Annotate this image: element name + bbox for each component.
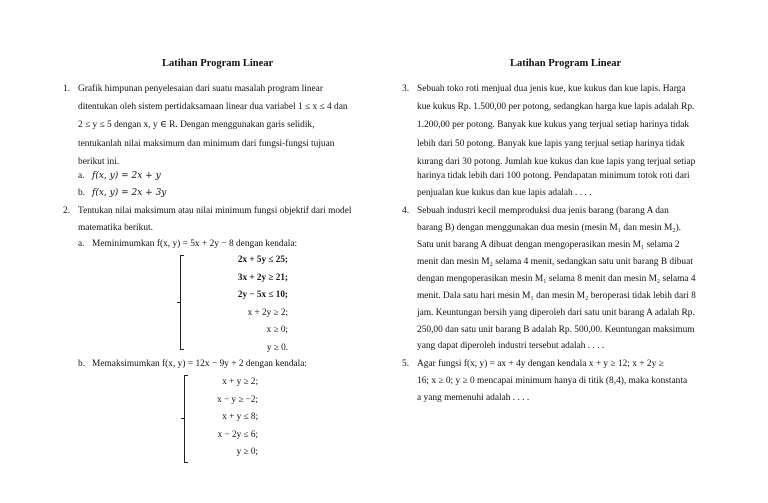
- q4-line-2: barang B) dengan menggunakan dua mesin (mesin M₁ dan mesin M₂).: [417, 223, 682, 233]
- q1-number: 1.: [63, 84, 71, 94]
- q5-number: 5.: [402, 359, 410, 369]
- q4-line-5: dengan mengoperasikan mesin M₁ selama 8 menit dan mesin M₂ selama 4: [417, 274, 696, 284]
- q4-line-9: yang dapat diperoleh industri tersebut adalah . . . .: [417, 341, 605, 351]
- q4-line-1: Sebuah industri kecil memproduksi dua jenis barang (barang A dan: [417, 206, 669, 216]
- q3-line-7: penjualan kue kukus dan kue lapis adalah . . . .: [417, 188, 592, 198]
- q2-b-constraint-5: y ≥ 0;: [236, 446, 258, 456]
- q4-line-3: Satu unit barang A dibuat dengan mengoperasikan mesin M₁ selama 2: [417, 240, 680, 250]
- q2-a-constraint-3: 2y − 5x ≤ 10;: [237, 289, 288, 299]
- q2-b-constraints: [194, 375, 258, 463]
- q3-number: 3.: [402, 84, 410, 94]
- q3-line-1: Sebuah toko roti menjual dua jenis kue, kue kukus dan kue lapis. Harga: [417, 84, 686, 94]
- right-title: Latihan Program Linear: [510, 58, 622, 69]
- q2-b-constraint-4: x − 2y ≤ 6;: [217, 428, 258, 439]
- q5-line-2: 16; x ≥ 0; y ≥ 0 mencapai minimum hanya di titik (8,4), maka konstanta: [417, 376, 688, 386]
- q1-line-3: 2 ≤ y ≤ 5 dengan x, y ∈ R. Dengan menggunakan garis selidik,: [78, 120, 315, 130]
- q1-b-text: f(x, y) = 2x + 3y: [92, 188, 167, 198]
- q1-line-1: Grafik himpunan penyelesaian dari suatu masalah program linear: [78, 84, 323, 94]
- q2-a-brace: [180, 255, 185, 350]
- q4-line-4: menit dan mesin M₂ selama 4 menit, sedangkan satu unit barang B dibuat: [417, 257, 693, 267]
- q2-a-brace-tick: [177, 302, 180, 303]
- q2-b-text: Memaksimumkan f(x, y) = 12x − 9y + 2 dengan kendala:: [92, 359, 308, 369]
- q2-line-2: matematika berikut.: [78, 223, 153, 233]
- q1-line-4: tentukanlah nilai maksimum dan minimum dari fungsi-fungsi tujuan: [78, 139, 335, 149]
- q1-a-text: f(x, y) = 2x + y: [92, 171, 161, 181]
- q5-line-3: a yang memenuhi adalah . . . .: [417, 393, 530, 403]
- q3-line-6: harinya tidak lebih dari 100 potong. Pendapatan minimum totok roti dari: [417, 171, 690, 181]
- q2-b-constraint-3: x + y ≤ 8;: [222, 411, 258, 421]
- q2-line-1: Tentukan nilai maksimum atau nilai minimum fungsi objektif dari model: [78, 206, 352, 216]
- q2-a-constraint-5: x ≥ 0;: [266, 324, 288, 334]
- q5-line-1: Agar fungsi f(x, y) = ax + 4y dengan kendala x + y ≥ 12; x + 2y ≥: [417, 359, 664, 369]
- left-title: Latihan Program Linear: [162, 58, 274, 69]
- q3-line-3: 1.200,00 per potong. Banyak kue kukus yang terjual setiap harinya tidak: [417, 120, 690, 130]
- q2-a-text: Meminimumkan f(x, y) = 5x + 2y − 8 dengan kendala:: [92, 239, 298, 249]
- q4-number: 4.: [402, 206, 410, 216]
- q2-a-constraints: [196, 253, 288, 358]
- q2-b-brace-tick: [181, 418, 184, 419]
- q4-line-7: jam. Keuntungan bersih yang diperoleh dari satu unit barang A adalah Rp.: [417, 308, 695, 318]
- q1-a-label: a.: [78, 171, 85, 181]
- q2-a-label: a.: [78, 239, 85, 249]
- q4-line-8: 250,00 dan satu unit barang B adalah Rp. 500,00. Keuntungan maksimum: [417, 325, 695, 335]
- q1-line-5: berikut ini.: [78, 157, 120, 167]
- q4-line-6: menit. Dala satu hari mesin M₁ dan mesin M₂ beroperasi tidak lebih dari 8: [417, 291, 696, 301]
- q1-line-2: ditentukan oleh sistem pertidaksamaan linear dua variabel 1 ≤ x ≤ 4 dan: [78, 102, 348, 112]
- q2-a-constraint-6: y ≥ 0.: [266, 341, 288, 352]
- q2-b-constraint-2: x − y ≥ −2;: [217, 393, 258, 404]
- q2-b-constraint-1: x + y ≥ 2;: [222, 376, 258, 386]
- q3-line-2: kue kukus Rp. 1.500,00 per potong, sedangkan harga kue lapis adalah Rp.: [417, 102, 695, 112]
- q3-line-4: lebih dari 50 potong. Banyak kue lapis yang terjual setiap harinya tidak: [417, 139, 685, 149]
- q2-number: 2.: [63, 206, 71, 216]
- q2-a-constraint-4: x + 2y ≥ 2;: [247, 306, 288, 317]
- q2-a-constraint-1: 2x + 5y ≤ 25;: [237, 254, 288, 264]
- q1-b-label: b.: [78, 188, 86, 198]
- q2-a-constraint-2: 3x + 2y ≥ 21;: [237, 271, 288, 282]
- q3-line-5: kurang dari 30 potong. Jumlah kue kukus dan kue lapis yang terjual setiap: [417, 157, 696, 167]
- q2-b-brace: [184, 375, 189, 463]
- q2-b-label: b.: [78, 359, 86, 369]
